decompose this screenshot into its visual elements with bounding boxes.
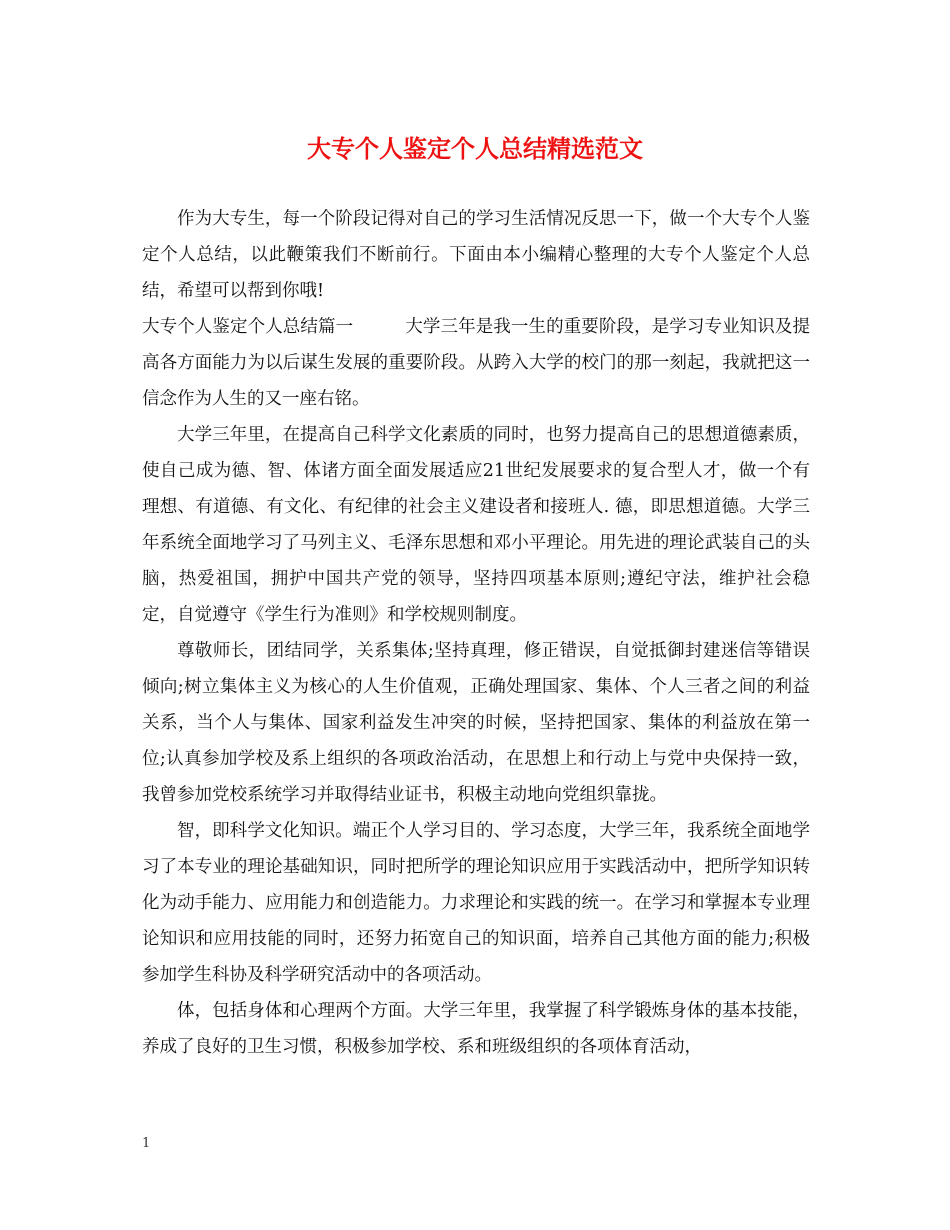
- page-number: 1: [142, 1136, 151, 1151]
- intro-paragraph: 作为大专生，每一个阶段记得对自己的学习生活情况反思一下，做一个大专个人鉴定个人总结，以此鞭策我们不断前行。下面由本小编精心整理的大专个人鉴定个人总结，希望可以帮到你哦!: [142, 209, 810, 301]
- section-paragraph: [142, 309, 810, 417]
- document-title: 大专个人鉴定个人总结精选范文: [307, 134, 643, 163]
- respect-paragraph: 尊敬师长，团结同学，关系集体;坚持真理，修正错误，自觉抵御封建迷信等错误倾向;树立集体主义为核心的人生价值观，正确处理国家、集体、个人三者之间的利益关系，当个人与集体、国家利益发生冲突的时候，坚持把国家、集体的利益放在第一位;认真参加学校及系上组织的各项政治活动，在思想上和行动上与党中央保持一致，我曾参加党校系统学习并取得结业证书，积极主动地向党组织靠拢。: [142, 641, 810, 805]
- section-heading: 大专个人鉴定个人总结篇一: [142, 317, 354, 337]
- document-body: [142, 201, 810, 1065]
- physical-paragraph: 体，包括身体和心理两个方面。大学三年里，我掌握了科学锻炼身体的基本技能，养成了良好的卫生习惯，积极参加学校、系和班级组织的各项体育活动，: [142, 1001, 810, 1057]
- section-first-paragraph: 大学三年是我一生的重要阶段，是学习专业知识及提高各方面能力为以后谋生发展的重要阶段。从跨入大学的校门的那一刻起，我就把这一信念作为人生的又一座右铭。: [142, 317, 811, 409]
- knowledge-paragraph: 智，即科学文化知识。端正个人学习目的、学习态度，大学三年，我系统全面地学习了本专业的理论基础知识，同时把所学的理论知识应用于实践活动中，把所学知识转化为动手能力、应用能力和创造能力。力求理论和实践的统一。在学习和掌握本专业理论知识和应用技能的同时，还努力拓宽自己的知识面，培养自己其他方面的能力;积极参加学生科协及科学研究活动中的各项活动。: [142, 821, 810, 985]
- moral-paragraph: 大学三年里，在提高自己科学文化素质的同时，也努力提高自己的思想道德素质，使自己成为德、智、体诸方面全面发展适应21世纪发展要求的复合型人才，做一个有理想、有道德、有文化、有纪律的社会主义建设者和接班人. 德，即思想道德。大学三年系统全面地学习了马列主义、毛泽东思想和邓小平理论。用先进的理论武装自己的头脑，热爱祖国，拥护中国共产党的领导，坚持四项基本原则;遵纪守法，维护社会稳定，自觉遵守《学生行为准则》和学校规则制度。: [142, 425, 810, 625]
